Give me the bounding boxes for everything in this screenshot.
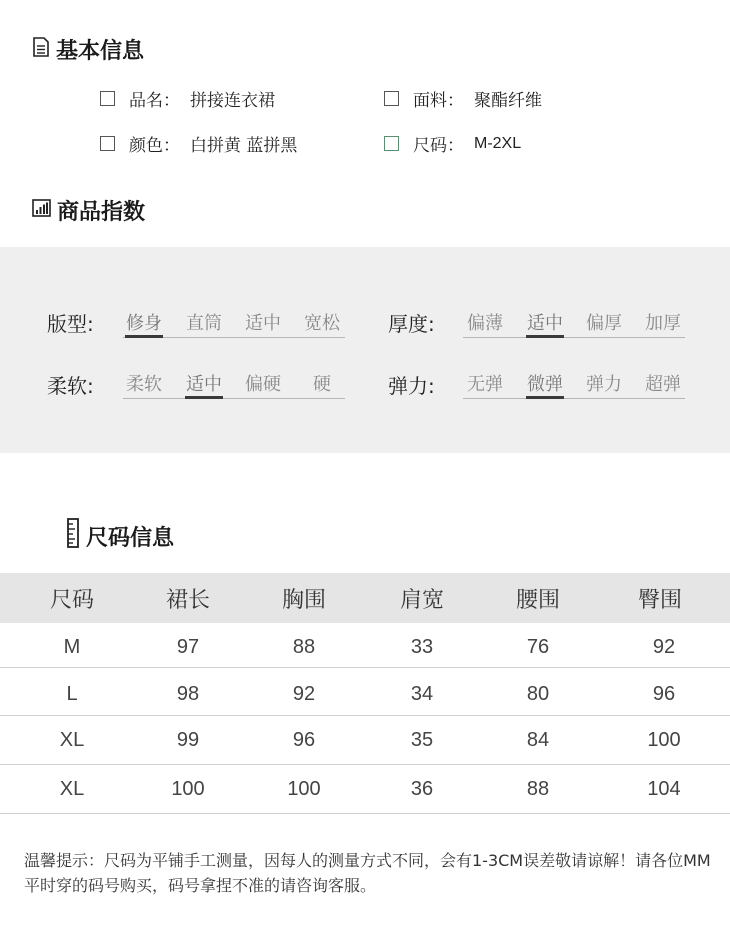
index-option-elasticity-stretch: 弹力 [586, 374, 622, 395]
table-cell: 92 [292, 683, 316, 705]
table-cell: 84 [526, 729, 550, 751]
table-cell: 35 [410, 729, 434, 751]
size-note: 温馨提示：尺码为平铺手工测量，因每人的测量方式不同，会有1-3CM误差敬请谅解！请各位MM平时穿的码号购买，码号拿捏不准的请咨询客服。 [24, 851, 711, 895]
index-selected-mark-fit [125, 335, 163, 338]
index-selected-mark-thickness [526, 335, 564, 338]
table-header-cell: 裙长 [165, 588, 210, 613]
table-cell: 100 [647, 729, 681, 751]
index-label-elasticity: 弹力: [388, 374, 435, 398]
row-divider [0, 764, 730, 765]
checkbox-icon [384, 136, 399, 151]
size-table-header [0, 573, 730, 623]
index-option-thickness-thick: 偏厚 [586, 313, 622, 334]
table-cell: L [66, 683, 78, 705]
index-option-softness-soft: 柔软 [126, 374, 162, 395]
index-label-fit: 版型: [47, 312, 94, 336]
checkbox-icon [100, 136, 115, 151]
table-cell: M [63, 636, 81, 658]
info-item-size: 尺码： M-2XL [384, 131, 521, 156]
table-cell: 96 [292, 729, 316, 751]
index-selected-mark-softness [185, 396, 223, 399]
table-cell: 34 [410, 683, 434, 705]
table-cell: 80 [526, 683, 550, 705]
table-cell: XL [59, 778, 85, 800]
info-item-color: 颜色： 白拼黄 蓝拼黑 [100, 131, 297, 156]
product-index-panel [0, 247, 730, 453]
index-option-fit-moderate: 适中 [245, 313, 281, 334]
index-track-elasticity [463, 398, 685, 399]
index-selected-mark-elasticity [526, 396, 564, 399]
index-option-fit-straight: 直筒 [186, 313, 222, 334]
row-divider [0, 715, 730, 716]
size-info-title: 尺码信息 [66, 518, 174, 554]
table-cell: 97 [176, 636, 200, 658]
index-label-softness: 柔软: [47, 374, 94, 398]
checkbox-icon [100, 91, 115, 106]
row-divider [0, 813, 730, 814]
index-option-thickness-moderate: 适中 [527, 313, 563, 334]
table-cell: 98 [176, 683, 200, 705]
index-track-softness [123, 398, 345, 399]
info-item-name: 品名： 拼接连衣裙 [100, 86, 275, 111]
index-option-softness-stiff: 偏硬 [245, 374, 281, 395]
table-cell: 76 [526, 636, 550, 658]
table-cell: 100 [287, 778, 321, 800]
index-option-thickness-thin: 偏薄 [467, 313, 503, 334]
index-option-fit-loose: 宽松 [304, 313, 340, 334]
index-option-elasticity-super: 超弹 [645, 374, 681, 395]
info-item-fabric: 面料： 聚酯纤维 [384, 86, 542, 111]
index-option-softness-hard: 硬 [313, 374, 331, 395]
table-header-cell: 臀围 [637, 588, 682, 613]
table-cell: 104 [647, 778, 681, 800]
index-option-thickness-extra: 加厚 [645, 313, 681, 334]
document-icon [32, 37, 50, 63]
table-header-cell: 腰围 [515, 588, 560, 613]
index-track-thickness [463, 337, 685, 338]
index-option-fit-slim: 修身 [126, 313, 162, 334]
table-header-cell: 肩宽 [399, 588, 444, 613]
index-option-elasticity-slight: 微弹 [527, 374, 563, 395]
table-header-cell: 胸围 [281, 588, 326, 613]
table-header-cell: 尺码 [49, 588, 94, 613]
checkbox-icon [384, 91, 399, 106]
table-cell: 88 [292, 636, 316, 658]
table-cell: 100 [171, 778, 205, 800]
table-cell: XL [59, 729, 85, 751]
table-cell: 99 [176, 729, 200, 751]
table-cell: 92 [652, 636, 676, 658]
row-divider [0, 667, 730, 668]
table-cell: 96 [652, 683, 676, 705]
basic-info-title: 基本信息 [32, 34, 144, 65]
product-index-title: 商品指数 [32, 195, 145, 226]
ruler-icon [66, 518, 80, 554]
index-option-softness-moderate: 适中 [186, 374, 222, 395]
table-cell: 36 [410, 778, 434, 800]
bar-chart-icon [32, 198, 51, 223]
table-cell: 33 [410, 636, 434, 658]
index-option-elasticity-none: 无弹 [467, 374, 503, 395]
table-cell: 88 [526, 778, 550, 800]
index-label-thickness: 厚度: [388, 312, 435, 336]
